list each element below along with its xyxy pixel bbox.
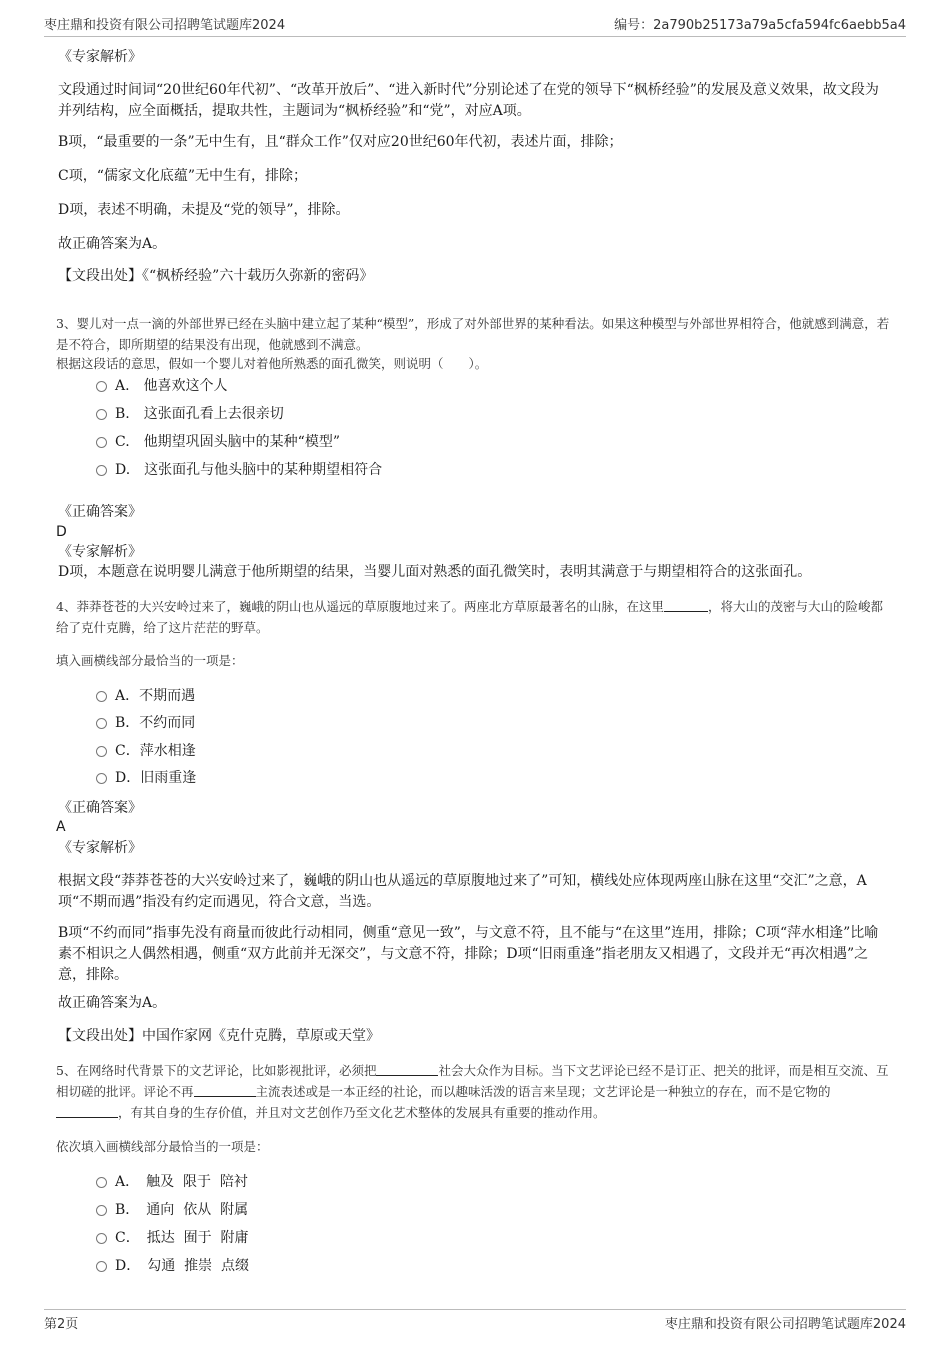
q3-analysis: D项，本题意在说明婴儿满意于他所期望的结果，当婴儿面对熟悉的面孔微笑时，表明其满意于与期望相符合的这张面孔。 [58,564,812,580]
option-label: B. 这张面孔看上去很亲切 [115,406,284,422]
option-label: A．不期而遇 [115,688,196,704]
blank-line [664,597,708,612]
q3-option-c[interactable] [96,432,340,452]
q4-stem-part2: ，将大山的茂密与大山的险峻都给了克什克腾，给了这片茫茫的野草。 [56,599,883,635]
q2-analysis-p2: B项，“最重要的一条”无中生有，且“群众工作”仅对应20世纪60年代初，表述片面，排除； [58,134,623,150]
radio-button[interactable] [96,1177,107,1188]
q5-option-d[interactable] [96,1256,249,1276]
option-label: A． 触及 限于 陪衬 [115,1174,248,1190]
radio-button[interactable] [96,718,107,729]
header-title: 枣庄鼎和投资有限公司招聘笔试题库2024 [44,18,286,33]
q3-answer: D [56,524,67,540]
header-doc-id: 编号：2a790b25173a79a5cfa594fc6aebb5a4 [614,18,906,33]
radio-button[interactable] [96,691,107,702]
q5-stem-part2: 社会大众作为目标。当下文艺评论已经不是订正、把关的批评，而是相互交流、互相切磋的批评。评论不再 [56,1063,889,1099]
q4-option-a[interactable] [96,686,195,706]
q2-analysis-p3: C项，“儒家文化底蕴”无中生有，排除； [58,168,308,184]
q5-stem [56,1060,892,1123]
option-label: D. 这张面孔与他头脑中的某种期望相符合 [115,462,383,478]
q5-option-c[interactable] [96,1228,249,1248]
q3-prompt: 根据这段话的意思，假如一个婴儿对着他所熟悉的面孔微笑，则说明（ ）。 [56,356,488,371]
q2-analysis-title: 《专家解析》 [58,49,142,65]
q3-option-b[interactable] [96,404,284,424]
option-label: C．萍水相逢 [115,743,196,759]
q4-option-b[interactable] [96,713,195,733]
q4-analysis-p1: 根据文段“莽莽苍苍的大兴安岭过来了，巍峨的阴山也从遥远的草原腹地过来了”可知，横线处应体现两座山脉在这里“交汇”之意，A项“不期而遇”指没有约定而遇见，符合文意，当选。 [58,873,867,910]
q5-stem-part4: ，有其自身的生存价值，并且对文艺创作乃至文化艺术整体的发展具有重要的推动作用。 [118,1105,606,1120]
radio-button[interactable] [96,437,107,448]
q4-answer-title: 《正确答案》 [58,800,142,816]
page-number: 第2页 [44,1317,79,1332]
blank-line [56,1103,118,1118]
q2-source: 【文段出处】《“枫桥经验”六十载历久弥新的密码》 [58,268,374,284]
blank-line [194,1082,256,1097]
q4-answer: A [56,819,66,835]
q5-option-b[interactable] [96,1200,248,1220]
q5-option-a[interactable] [96,1172,248,1192]
q3-option-a[interactable] [96,376,228,396]
header-divider [44,36,906,37]
q4-analysis-p2: B项“不约而同”指事先没有商量而彼此行动相同，侧重“意见一致”，与文意不符，且不能与“在这里”连用，排除；C项“萍水相逢”比喻素不相识之人偶然相遇，侧重“双方此前并无深交”，与文意不符，排除；D项“旧雨重逢”指老朋友又相遇了，文段并无“再次相遇”之意，排除。 [58,925,879,983]
q3-option-d[interactable] [96,460,382,480]
option-label: B． 通向 依从 附属 [115,1202,249,1218]
radio-button[interactable] [96,773,107,784]
radio-button[interactable] [96,1261,107,1272]
page-header [44,14,906,34]
q4-option-c[interactable] [96,741,196,761]
footer-divider [44,1309,906,1310]
q3-analysis-title: 《专家解析》 [58,544,142,560]
radio-button[interactable] [96,1233,107,1244]
q4-prompt: 填入画横线部分最恰当的一项是： [56,653,244,668]
q3-stem: 3、婴儿对一点一滴的外部世界已经在头脑中建立起了某种“模型”，形成了对外部世界的某种看法。如果这种模型与外部世界相符合，他就感到满意，若是不符合，即所期望的结果没有出现，他就感到不满意。 [56,316,890,352]
q5-stem-part1: 5、在网络时代背景下的文艺评论，比如影视批评，必须把 [56,1063,377,1078]
blank-line [376,1061,438,1076]
option-label: B．不约而同 [115,715,196,731]
q5-prompt: 依次填入画横线部分最恰当的一项是： [56,1139,269,1154]
radio-button[interactable] [96,465,107,476]
option-label: C. 他期望巩固头脑中的某种“模型” [115,434,340,450]
radio-button[interactable] [96,746,107,757]
q3-answer-title: 《正确答案》 [58,504,142,520]
q4-stem [56,596,892,638]
option-label: A. 他喜欢这个人 [115,378,228,394]
q2-analysis-p1: 文段通过时间词“20世纪60年代初”、“改革开放后”、“进入新时代”分别论述了在党的领导下“枫桥经验”的发展及意义效果，故文段为并列结构，应全面概括，提取共性，主题词为“枫桥经验”和“党”，对应A项。 [58,82,879,119]
option-label: D．旧雨重逢 [115,770,197,786]
q4-option-d[interactable] [96,768,196,788]
q2-conclusion: 故正确答案为A。 [58,236,167,252]
page-footer [44,1313,906,1333]
q2-analysis-p4: D项，表述不明确，未提及“党的领导”，排除。 [58,202,350,218]
q4-analysis-title: 《专家解析》 [58,840,142,856]
radio-button[interactable] [96,381,107,392]
radio-button[interactable] [96,409,107,420]
q4-source: 【文段出处】中国作家网《克什克腾，草原或天堂》 [58,1028,380,1044]
q4-stem-part1: 4、莽莽苍苍的大兴安岭过来了，巍峨的阴山也从遥远的草原腹地过来了。两座北方草原最著名的山脉，在这里 [56,599,664,614]
q4-conclusion: 故正确答案为A。 [58,995,167,1011]
radio-button[interactable] [96,1205,107,1216]
option-label: C． 抵达 囿于 附庸 [115,1230,249,1246]
option-label: D． 勾通 推崇 点缀 [115,1258,250,1274]
q5-stem-part3: 主流表述或是一本正经的社论，而以趣味活泼的语言来呈现；文艺评论是一种独立的存在，而不是它物的 [255,1084,831,1099]
footer-title: 枣庄鼎和投资有限公司招聘笔试题库2024 [664,1317,906,1332]
